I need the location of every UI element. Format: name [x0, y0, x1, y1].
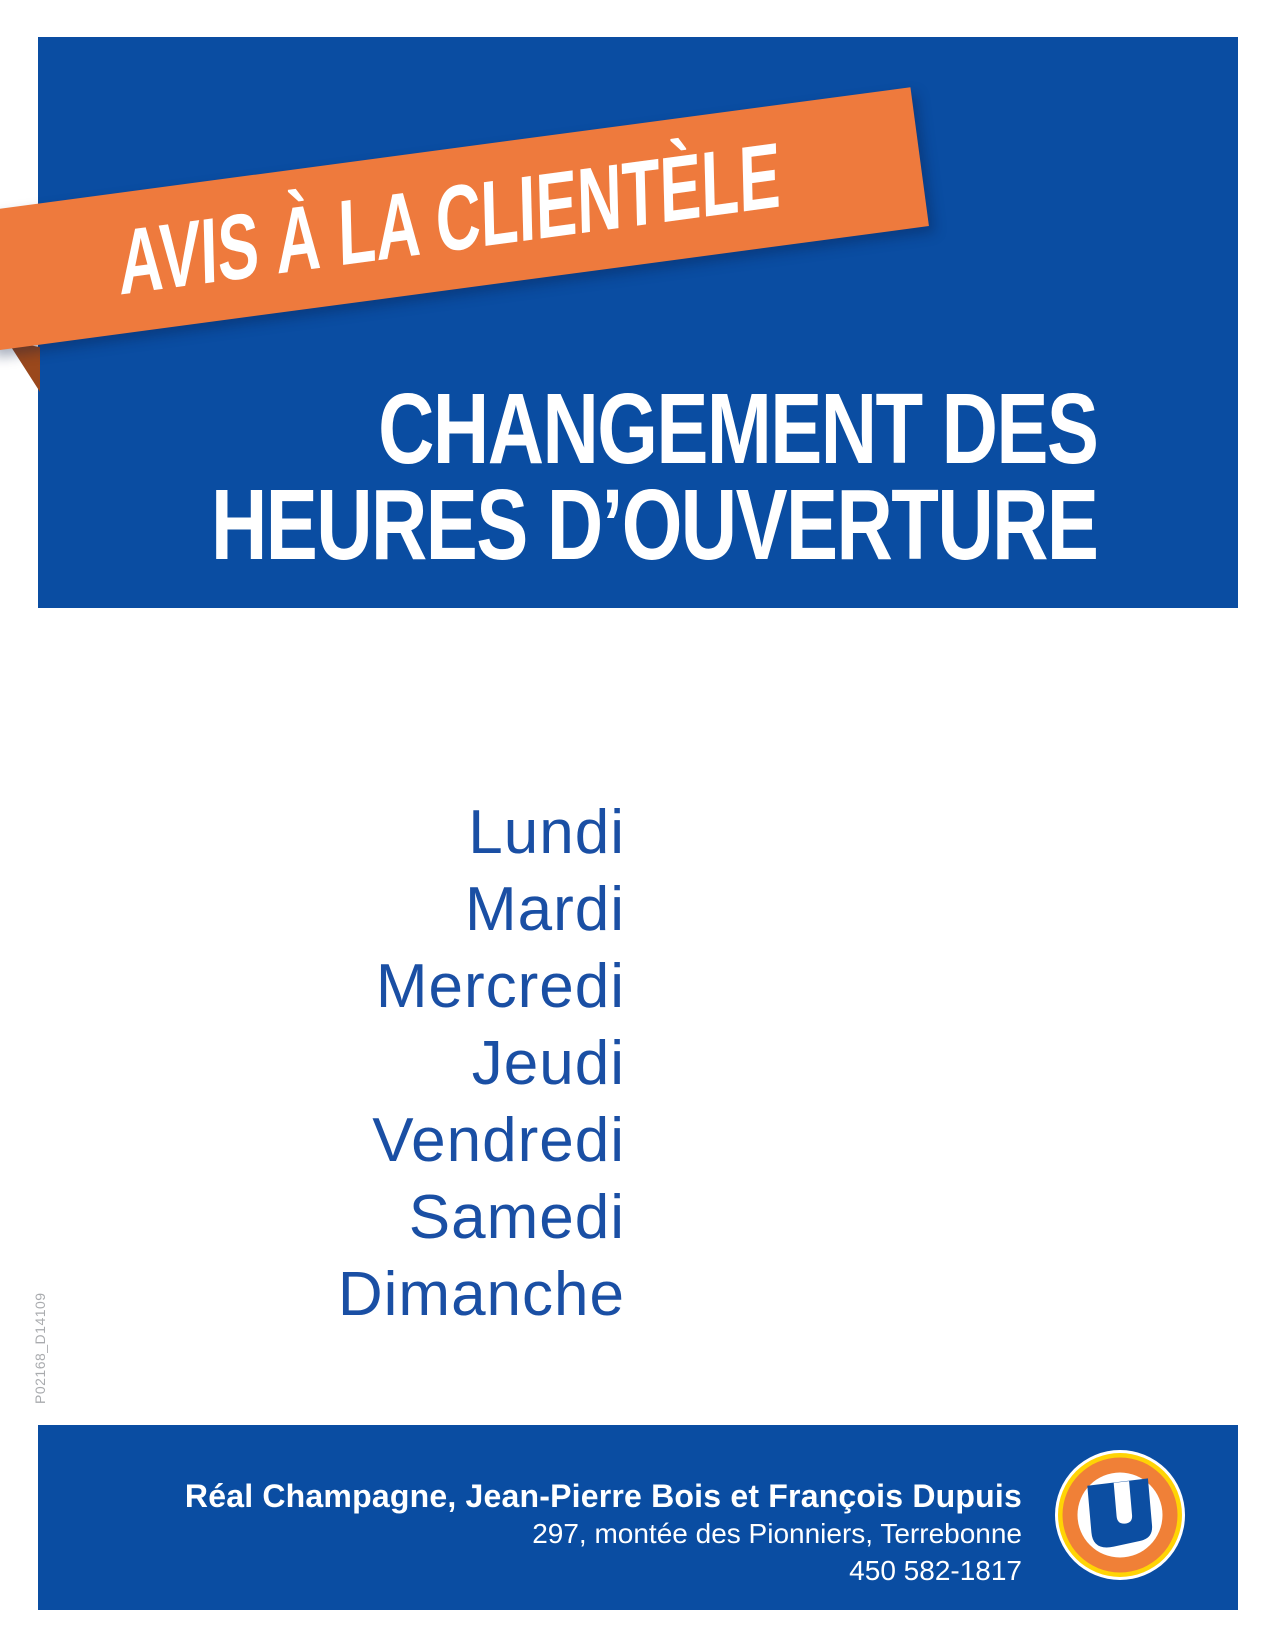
footer-contact-block — [185, 1477, 1022, 1589]
poster-title-line2: HEURES D’OUVERTURE — [210, 469, 1097, 581]
notice-ribbon-label: AVIS À LA CLIENTÈLE — [117, 123, 782, 315]
day-friday: Vendredi — [372, 1106, 625, 1175]
store-address: 297, montée des Pionniers, Terrebonne — [532, 1518, 1022, 1549]
day-saturday: Samedi — [408, 1183, 625, 1252]
day-tuesday: Mardi — [464, 875, 625, 944]
day-monday: Lundi — [468, 798, 625, 867]
footer-blue-panel — [38, 1425, 1238, 1610]
poster-title-line1: CHANGEMENT DES — [377, 373, 1097, 485]
owner-names: Réal Champagne, Jean-Pierre Bois et François Dupuis — [184, 1478, 1022, 1514]
store-phone: 450 582-1817 — [849, 1555, 1022, 1586]
poster-title — [0, 373, 1097, 581]
store-logo-u-icon — [1055, 1450, 1185, 1580]
days-list — [338, 794, 625, 1333]
day-sunday: Dimanche — [337, 1260, 625, 1329]
day-wednesday: Mercredi — [375, 952, 625, 1021]
day-thursday: Jeudi — [471, 1029, 625, 1098]
print-code: P02168_D14109 — [32, 1292, 48, 1404]
